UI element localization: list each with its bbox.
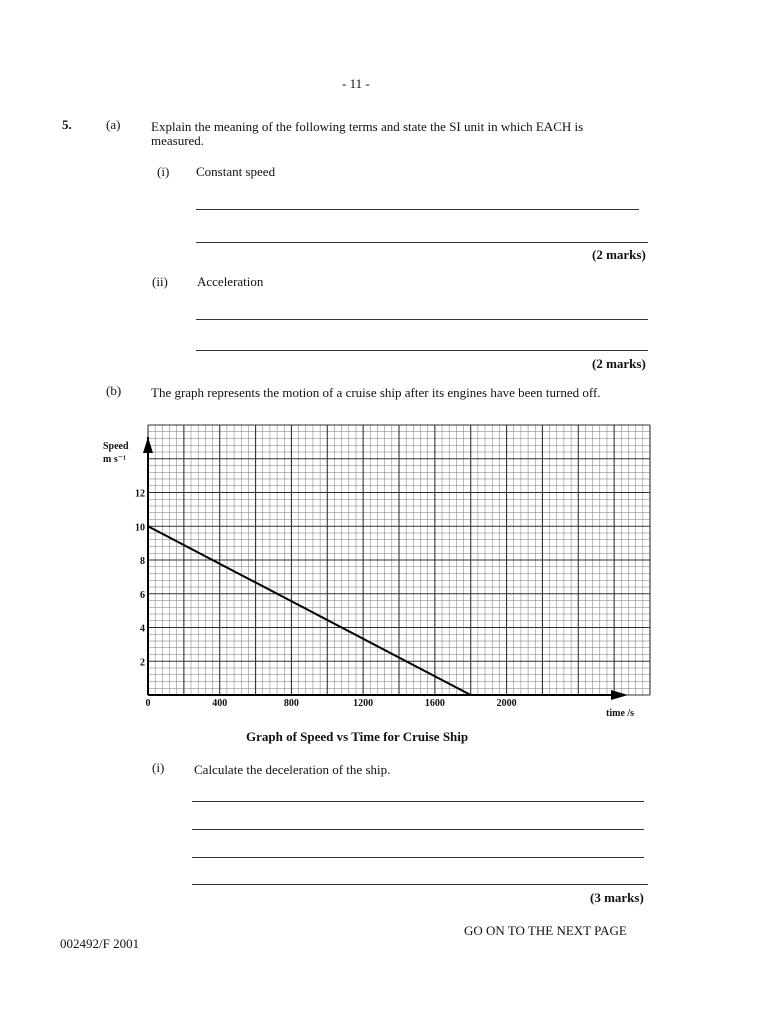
marks-label: (2 marks): [592, 247, 646, 262]
y-tick-label: 6: [140, 589, 145, 601]
y-tick-label: 2: [140, 657, 145, 669]
part-a-label: (a): [106, 117, 121, 132]
y-tick-label: 4: [140, 623, 145, 635]
x-tick-label: 800: [283, 698, 299, 709]
y-tick-label: 8: [140, 556, 145, 567]
part-b-label: (b): [106, 383, 122, 398]
marks-label: (2 marks): [592, 356, 646, 371]
sub-i-text: Calculate the deceleration of the ship.: [194, 762, 391, 777]
item-ii-term: Acceleration: [197, 274, 264, 289]
paper-code: 002492/F 2001: [60, 936, 140, 951]
next-page-note: GO ON TO THE NEXT PAGE: [464, 923, 627, 938]
part-a-text-line1: Explain the meaning of the following terms and state the SI unit in which EACH is: [151, 119, 584, 134]
page-number: - 11 -: [342, 76, 370, 91]
part-a-text-line2: measured.: [151, 133, 205, 148]
x-tick-label: 400: [212, 698, 228, 709]
x-tick-label: 1600: [424, 698, 445, 709]
answer-line: [192, 801, 644, 802]
data-series: [148, 526, 471, 695]
y-axis-label-line1: Speed: [103, 441, 129, 452]
item-i-label: (i): [157, 164, 170, 179]
marks-label: (3 marks): [590, 890, 644, 905]
y-axis-label-line2: m s⁻¹: [103, 454, 126, 465]
x-axis-arrow: [611, 690, 628, 700]
y-tick-label: 10: [135, 522, 145, 534]
item-i-term: Constant speed: [196, 164, 276, 179]
answer-line: [192, 884, 648, 885]
tick-labels: [135, 489, 517, 710]
part-b-text: The graph represents the motion of a cruise ship after its engines have been turned off.: [151, 385, 601, 400]
x-axis-label: time /s: [606, 708, 635, 719]
series-line: [148, 526, 471, 695]
item-ii-label: (ii): [152, 274, 168, 289]
x-tick-label: 1200: [353, 698, 374, 709]
answer-line: [192, 829, 644, 830]
x-tick-label: 0: [145, 698, 151, 709]
axes: [143, 437, 628, 700]
y-tick-label: 12: [135, 488, 145, 500]
question-number: 5.: [62, 117, 72, 132]
x-tick-label: 2000: [496, 698, 517, 709]
sub-i-label: (i): [152, 760, 165, 775]
chart-title: Graph of Speed vs Time for Cruise Ship: [246, 729, 469, 744]
answer-line: [192, 857, 644, 858]
